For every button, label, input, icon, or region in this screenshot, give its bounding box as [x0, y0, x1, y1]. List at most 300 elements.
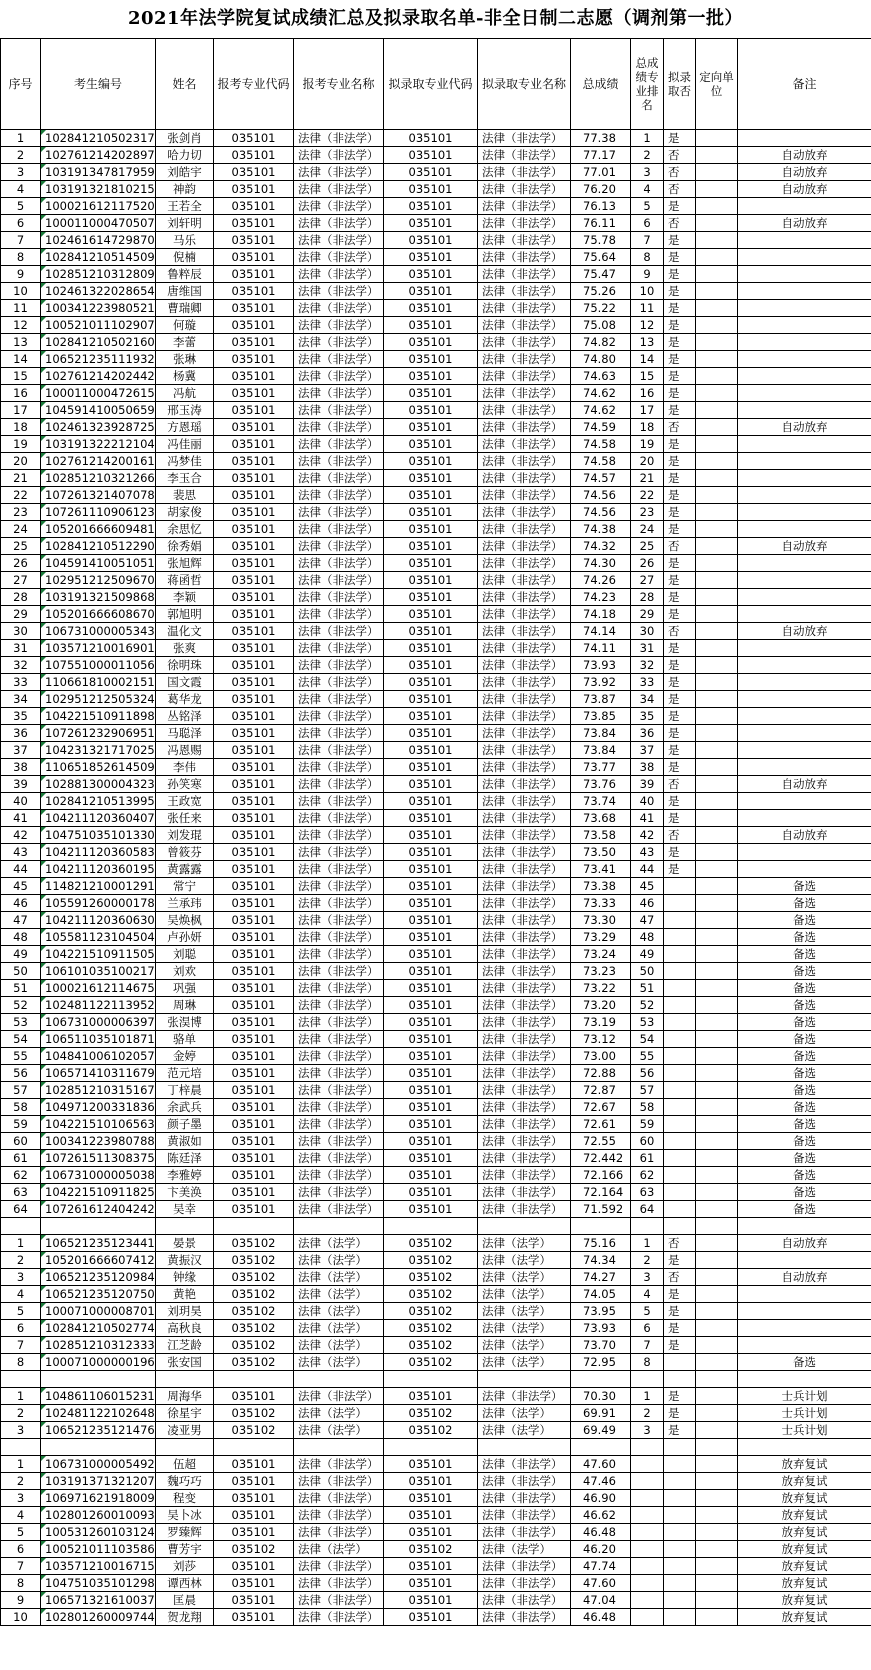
cell-directed-unit — [696, 1456, 738, 1473]
cell-directed-unit — [696, 1235, 738, 1252]
table-row — [1, 453, 871, 470]
cell-remarks: 自动放弃 — [738, 538, 871, 555]
cell-candidate-id: 100521011103586 — [41, 1541, 156, 1558]
cell-total-score: 72.164 — [571, 1184, 631, 1201]
cell-admit: 是 — [664, 487, 696, 504]
cell-applied-major-code: 035102 — [214, 1269, 294, 1286]
cell-candidate-id: 107261321407078 — [41, 487, 156, 504]
cell-seq: 8 — [1, 1575, 41, 1592]
cell-candidate-id: 102481122113952 — [41, 997, 156, 1014]
cell-admit-major-code: 035101 — [384, 929, 478, 946]
cell-admit: 是 — [664, 708, 696, 725]
cell-admit — [664, 1473, 696, 1490]
empty-cell — [631, 1439, 664, 1456]
cell-remarks: 放弃复试 — [738, 1456, 871, 1473]
cell-applied-major-name: 法律（法学） — [294, 1354, 384, 1371]
cell-remarks — [738, 1337, 871, 1354]
cell-total-score: 47.74 — [571, 1558, 631, 1575]
cell-directed-unit — [696, 249, 738, 266]
cell-seq: 2 — [1, 1252, 41, 1269]
cell-seq: 18 — [1, 419, 41, 436]
cell-candidate-id: 102801260009744 — [41, 1609, 156, 1626]
cell-admit-major-code: 035101 — [384, 521, 478, 538]
cell-rank: 15 — [631, 368, 664, 385]
cell-total-score: 73.84 — [571, 725, 631, 742]
table-row — [1, 1507, 871, 1524]
cell-directed-unit — [696, 606, 738, 623]
cell-admit-major-name: 法律（非法学） — [478, 1507, 571, 1524]
cell-admit-major-code: 035101 — [384, 589, 478, 606]
cell-applied-major-name: 法律（非法学） — [294, 334, 384, 351]
cell-admit-major-name: 法律（非法学） — [478, 504, 571, 521]
cell-rank: 62 — [631, 1167, 664, 1184]
cell-candidate-id: 102851210312333 — [41, 1337, 156, 1354]
cell-applied-major-name: 法律（非法学） — [294, 1456, 384, 1473]
cell-directed-unit — [696, 691, 738, 708]
cell-directed-unit — [696, 725, 738, 742]
cell-directed-unit — [696, 827, 738, 844]
table-row — [1, 215, 871, 232]
cell-remarks — [738, 759, 871, 776]
cell-total-score: 74.80 — [571, 351, 631, 368]
cell-total-score: 75.16 — [571, 1235, 631, 1252]
cell-applied-major-name: 法律（非法学） — [294, 878, 384, 895]
cell-admit-major-name: 法律（非法学） — [478, 436, 571, 453]
cell-directed-unit — [696, 997, 738, 1014]
table-row — [1, 1524, 871, 1541]
cell-directed-unit — [696, 504, 738, 521]
cell-admit-major-code: 035101 — [384, 844, 478, 861]
cell-admit-major-code: 035101 — [384, 419, 478, 436]
cell-applied-major-code: 035101 — [214, 946, 294, 963]
cell-admit-major-code: 035101 — [384, 1490, 478, 1507]
cell-seq: 4 — [1, 1286, 41, 1303]
cell-admit-major-name: 法律（非法学） — [478, 1184, 571, 1201]
cell-applied-major-name: 法律（非法学） — [294, 1507, 384, 1524]
cell-admit-major-code: 035101 — [384, 232, 478, 249]
cell-name: 范元培 — [156, 1065, 214, 1082]
table-row — [1, 249, 871, 266]
cell-admit-major-name: 法律（非法学） — [478, 1065, 571, 1082]
cell-admit-major-name: 法律（非法学） — [478, 963, 571, 980]
cell-admit-major-name: 法律（非法学） — [478, 674, 571, 691]
cell-candidate-id: 106731000005038 — [41, 1167, 156, 1184]
cell-rank: 58 — [631, 1099, 664, 1116]
cell-candidate-id: 106731000005343 — [41, 623, 156, 640]
cell-applied-major-name: 法律（非法学） — [294, 1184, 384, 1201]
cell-admit-major-name: 法律（法学） — [478, 1337, 571, 1354]
cell-rank: 33 — [631, 674, 664, 691]
cell-remarks — [738, 725, 871, 742]
cell-candidate-id: 110651852614509 — [41, 759, 156, 776]
cell-candidate-id: 106521235120984 — [41, 1269, 156, 1286]
cell-seq: 42 — [1, 827, 41, 844]
cell-rank: 22 — [631, 487, 664, 504]
table-row — [1, 147, 871, 164]
cell-admit — [664, 1184, 696, 1201]
cell-admit — [664, 1456, 696, 1473]
cell-admit-major-name: 法律（非法学） — [478, 1031, 571, 1048]
cell-remarks — [738, 674, 871, 691]
cell-admit-major-code: 035101 — [384, 385, 478, 402]
cell-name: 伍超 — [156, 1456, 214, 1473]
cell-candidate-id: 107261232906951 — [41, 725, 156, 742]
cell-candidate-id: 103191321509868 — [41, 589, 156, 606]
cell-admit-major-name: 法律（非法学） — [478, 1456, 571, 1473]
cell-total-score: 73.50 — [571, 844, 631, 861]
cell-admit: 否 — [664, 1235, 696, 1252]
cell-rank: 9 — [631, 266, 664, 283]
cell-total-score: 69.91 — [571, 1405, 631, 1422]
cell-remarks — [738, 470, 871, 487]
table-row — [1, 793, 871, 810]
table-row — [1, 912, 871, 929]
cell-admit-major-name: 法律（非法学） — [478, 844, 571, 861]
cell-name: 李伟 — [156, 759, 214, 776]
cell-applied-major-name: 法律（非法学） — [294, 266, 384, 283]
cell-remarks — [738, 657, 871, 674]
cell-applied-major-name: 法律（非法学） — [294, 929, 384, 946]
cell-applied-major-name: 法律（非法学） — [294, 912, 384, 929]
cell-name: 徐明珠 — [156, 657, 214, 674]
header-admit-major-name: 拟录取专业名称 — [478, 39, 571, 130]
cell-applied-major-code: 035101 — [214, 640, 294, 657]
cell-remarks — [738, 198, 871, 215]
cell-admit-major-name: 法律（非法学） — [478, 334, 571, 351]
cell-rank: 20 — [631, 453, 664, 470]
cell-applied-major-name: 法律（非法学） — [294, 555, 384, 572]
cell-seq: 1 — [1, 1388, 41, 1405]
table-row — [1, 742, 871, 759]
cell-name: 蒋函哲 — [156, 572, 214, 589]
cell-name: 周海华 — [156, 1388, 214, 1405]
cell-admit: 是 — [664, 317, 696, 334]
table-row — [1, 300, 871, 317]
cell-seq: 33 — [1, 674, 41, 691]
cell-seq: 1 — [1, 1456, 41, 1473]
cell-name: 颜子墨 — [156, 1116, 214, 1133]
cell-candidate-id: 102951212509670 — [41, 572, 156, 589]
cell-directed-unit — [696, 929, 738, 946]
cell-applied-major-code: 035101 — [214, 878, 294, 895]
cell-candidate-id: 100071000000196 — [41, 1354, 156, 1371]
cell-admit-major-name: 法律（非法学） — [478, 402, 571, 419]
cell-admit-major-code: 035101 — [384, 1184, 478, 1201]
cell-total-score: 73.22 — [571, 980, 631, 997]
cell-directed-unit — [696, 742, 738, 759]
cell-admit-major-code: 035101 — [384, 555, 478, 572]
cell-name: 张淏博 — [156, 1014, 214, 1031]
cell-remarks: 备选 — [738, 1184, 871, 1201]
table-row — [1, 555, 871, 572]
cell-total-score: 74.58 — [571, 453, 631, 470]
empty-cell — [631, 1218, 664, 1235]
cell-admit-major-code: 035101 — [384, 1524, 478, 1541]
cell-remarks — [738, 334, 871, 351]
cell-candidate-id: 103191321810215 — [41, 181, 156, 198]
empty-cell — [696, 1218, 738, 1235]
cell-applied-major-name: 法律（非法学） — [294, 895, 384, 912]
table-row — [1, 1065, 871, 1082]
cell-name: 鲁粹辰 — [156, 266, 214, 283]
cell-admit-major-name: 法律（非法学） — [478, 929, 571, 946]
cell-remarks: 备选 — [738, 1201, 871, 1218]
cell-total-score: 74.30 — [571, 555, 631, 572]
cell-admit-major-name: 法律（非法学） — [478, 895, 571, 912]
cell-applied-major-name: 法律（非法学） — [294, 1524, 384, 1541]
cell-admit-major-name: 法律（非法学） — [478, 725, 571, 742]
cell-rank: 56 — [631, 1065, 664, 1082]
cell-admit-major-code: 035101 — [384, 402, 478, 419]
cell-candidate-id: 100021612114675 — [41, 980, 156, 997]
cell-rank: 1 — [631, 130, 664, 147]
table-row — [1, 810, 871, 827]
table-row — [1, 130, 871, 147]
cell-rank: 42 — [631, 827, 664, 844]
cell-admit-major-code: 035101 — [384, 742, 478, 759]
cell-remarks: 放弃复试 — [738, 1507, 871, 1524]
cell-seq: 23 — [1, 504, 41, 521]
cell-rank: 4 — [631, 1286, 664, 1303]
cell-admit-major-code: 035101 — [384, 1592, 478, 1609]
cell-admit-major-code: 035101 — [384, 1167, 478, 1184]
cell-remarks: 备选 — [738, 963, 871, 980]
cell-seq: 37 — [1, 742, 41, 759]
cell-name: 国文霞 — [156, 674, 214, 691]
cell-rank: 17 — [631, 402, 664, 419]
cell-rank: 5 — [631, 198, 664, 215]
cell-rank: 27 — [631, 572, 664, 589]
cell-admit-major-code: 035101 — [384, 215, 478, 232]
cell-admit-major-code: 035101 — [384, 912, 478, 929]
cell-admit-major-code: 035101 — [384, 1065, 478, 1082]
cell-total-score: 74.38 — [571, 521, 631, 538]
empty-cell — [1, 1439, 41, 1456]
cell-admit-major-name: 法律（非法学） — [478, 1014, 571, 1031]
cell-name: 卢孙妍 — [156, 929, 214, 946]
cell-candidate-id: 100341223980521 — [41, 300, 156, 317]
cell-candidate-id: 104751035101298 — [41, 1575, 156, 1592]
cell-candidate-id: 102761214202897 — [41, 147, 156, 164]
cell-name: 刘玥昊 — [156, 1303, 214, 1320]
cell-seq: 22 — [1, 487, 41, 504]
cell-total-score: 75.22 — [571, 300, 631, 317]
cell-admit-major-code: 035101 — [384, 164, 478, 181]
cell-remarks: 备选 — [738, 1048, 871, 1065]
cell-remarks — [738, 606, 871, 623]
cell-applied-major-name: 法律（非法学） — [294, 589, 384, 606]
cell-admit-major-code: 035101 — [384, 198, 478, 215]
cell-candidate-id: 107551000011056 — [41, 657, 156, 674]
cell-admit-major-code: 035101 — [384, 436, 478, 453]
cell-applied-major-code: 035101 — [214, 1099, 294, 1116]
cell-remarks — [738, 555, 871, 572]
cell-applied-major-code: 035101 — [214, 436, 294, 453]
cell-rank: 7 — [631, 1337, 664, 1354]
cell-name: 陈廷泽 — [156, 1150, 214, 1167]
cell-applied-major-code: 035101 — [214, 912, 294, 929]
cell-remarks: 放弃复试 — [738, 1490, 871, 1507]
cell-applied-major-name: 法律（非法学） — [294, 776, 384, 793]
cell-admit — [664, 1575, 696, 1592]
empty-cell — [41, 1218, 156, 1235]
cell-admit-major-name: 法律（非法学） — [478, 232, 571, 249]
cell-applied-major-code: 035101 — [214, 589, 294, 606]
cell-admit — [664, 1541, 696, 1558]
cell-rank: 57 — [631, 1082, 664, 1099]
cell-candidate-id: 102461614729870 — [41, 232, 156, 249]
cell-admit: 是 — [664, 283, 696, 300]
cell-admit-major-name: 法律（非法学） — [478, 640, 571, 657]
cell-applied-major-name: 法律（非法学） — [294, 198, 384, 215]
cell-applied-major-code: 035101 — [214, 895, 294, 912]
cell-applied-major-name: 法律（非法学） — [294, 164, 384, 181]
cell-seq: 9 — [1, 266, 41, 283]
cell-applied-major-name: 法律（非法学） — [294, 317, 384, 334]
cell-applied-major-name: 法律（非法学） — [294, 368, 384, 385]
cell-admit-major-code: 035101 — [384, 504, 478, 521]
cell-total-score: 74.05 — [571, 1286, 631, 1303]
cell-remarks — [738, 640, 871, 657]
table-row — [1, 1201, 871, 1218]
cell-admit-major-name: 法律（法学） — [478, 1286, 571, 1303]
cell-applied-major-code: 035101 — [214, 1473, 294, 1490]
cell-total-score: 76.20 — [571, 181, 631, 198]
cell-admit — [664, 1201, 696, 1218]
cell-rank: 8 — [631, 249, 664, 266]
cell-applied-major-name: 法律（非法学） — [294, 691, 384, 708]
cell-remarks: 备选 — [738, 980, 871, 997]
cell-applied-major-code: 035101 — [214, 1167, 294, 1184]
cell-rank: 26 — [631, 555, 664, 572]
cell-total-score: 74.58 — [571, 436, 631, 453]
cell-admit-major-name: 法律（法学） — [478, 1252, 571, 1269]
cell-directed-unit — [696, 1507, 738, 1524]
cell-name: 张安国 — [156, 1354, 214, 1371]
cell-applied-major-code: 035102 — [214, 1337, 294, 1354]
cell-directed-unit — [696, 1252, 738, 1269]
cell-applied-major-code: 035101 — [214, 1014, 294, 1031]
cell-directed-unit — [696, 793, 738, 810]
table-row — [1, 827, 871, 844]
cell-remarks — [738, 368, 871, 385]
cell-admit-major-code: 035101 — [384, 572, 478, 589]
table-row — [1, 946, 871, 963]
cell-admit-major-name: 法律（非法学） — [478, 708, 571, 725]
cell-applied-major-name: 法律（非法学） — [294, 1031, 384, 1048]
cell-rank: 12 — [631, 317, 664, 334]
cell-admit-major-code: 035101 — [384, 827, 478, 844]
cell-admit — [664, 1133, 696, 1150]
cell-remarks — [738, 1286, 871, 1303]
cell-applied-major-code: 035101 — [214, 1490, 294, 1507]
cell-total-score: 47.60 — [571, 1456, 631, 1473]
cell-seq: 25 — [1, 538, 41, 555]
cell-admit: 是 — [664, 368, 696, 385]
cell-rank: 18 — [631, 419, 664, 436]
cell-remarks: 自动放弃 — [738, 181, 871, 198]
cell-total-score: 74.59 — [571, 419, 631, 436]
cell-remarks: 备选 — [738, 1065, 871, 1082]
cell-directed-unit — [696, 1388, 738, 1405]
cell-applied-major-code: 035102 — [214, 1320, 294, 1337]
cell-name: 邢玉涛 — [156, 402, 214, 419]
cell-seq: 5 — [1, 198, 41, 215]
cell-admit-major-code: 035102 — [384, 1320, 478, 1337]
cell-candidate-id: 102841210502160 — [41, 334, 156, 351]
cell-admit-major-code: 035101 — [384, 266, 478, 283]
cell-rank — [631, 1609, 664, 1626]
cell-seq: 24 — [1, 521, 41, 538]
cell-directed-unit — [696, 1592, 738, 1609]
cell-remarks: 放弃复试 — [738, 1524, 871, 1541]
cell-name: 曾筱芬 — [156, 844, 214, 861]
cell-applied-major-name: 法律（法学） — [294, 1422, 384, 1439]
cell-admit-major-code: 035101 — [384, 470, 478, 487]
cell-name: 张琳 — [156, 351, 214, 368]
cell-admit: 是 — [664, 759, 696, 776]
cell-admit-major-code: 035101 — [384, 1575, 478, 1592]
cell-seq: 7 — [1, 1558, 41, 1575]
cell-applied-major-code: 035101 — [214, 215, 294, 232]
cell-applied-major-name: 法律（非法学） — [294, 674, 384, 691]
cell-admit — [664, 929, 696, 946]
cell-seq: 52 — [1, 997, 41, 1014]
cell-admit: 是 — [664, 1405, 696, 1422]
cell-remarks: 放弃复试 — [738, 1592, 871, 1609]
cell-admit-major-name: 法律（非法学） — [478, 1473, 571, 1490]
cell-seq: 8 — [1, 249, 41, 266]
cell-remarks: 自动放弃 — [738, 1269, 871, 1286]
cell-applied-major-name: 法律（法学） — [294, 1337, 384, 1354]
cell-total-score: 72.95 — [571, 1354, 631, 1371]
cell-applied-major-name: 法律（非法学） — [294, 997, 384, 1014]
cell-applied-major-code: 035101 — [214, 1201, 294, 1218]
cell-applied-major-code: 035101 — [214, 555, 294, 572]
cell-applied-major-code: 035101 — [214, 317, 294, 334]
cell-seq: 3 — [1, 1422, 41, 1439]
cell-candidate-id: 104211120360630 — [41, 912, 156, 929]
cell-admit-major-name: 法律（非法学） — [478, 368, 571, 385]
cell-name: 金婷 — [156, 1048, 214, 1065]
table-row — [1, 1286, 871, 1303]
cell-name: 余武兵 — [156, 1099, 214, 1116]
cell-directed-unit — [696, 198, 738, 215]
cell-directed-unit — [696, 436, 738, 453]
cell-name: 黄淑如 — [156, 1133, 214, 1150]
cell-admit — [664, 1048, 696, 1065]
cell-admit-major-name: 法律（非法学） — [478, 164, 571, 181]
cell-admit-major-name: 法律（法学） — [478, 1422, 571, 1439]
cell-name: 何璇 — [156, 317, 214, 334]
cell-admit-major-name: 法律（法学） — [478, 1235, 571, 1252]
cell-total-score: 77.17 — [571, 147, 631, 164]
table-row — [1, 1541, 871, 1558]
cell-admit — [664, 878, 696, 895]
cell-total-score: 73.84 — [571, 742, 631, 759]
cell-directed-unit — [696, 1201, 738, 1218]
cell-directed-unit — [696, 1048, 738, 1065]
cell-applied-major-code: 035102 — [214, 1422, 294, 1439]
cell-admit: 否 — [664, 1269, 696, 1286]
cell-applied-major-name: 法律（非法学） — [294, 1558, 384, 1575]
empty-cell — [738, 1218, 871, 1235]
table-row — [1, 334, 871, 351]
cell-admit: 否 — [664, 164, 696, 181]
cell-candidate-id: 107261511308375 — [41, 1150, 156, 1167]
cell-candidate-id: 104861106015231 — [41, 1388, 156, 1405]
cell-applied-major-name: 法律（非法学） — [294, 759, 384, 776]
